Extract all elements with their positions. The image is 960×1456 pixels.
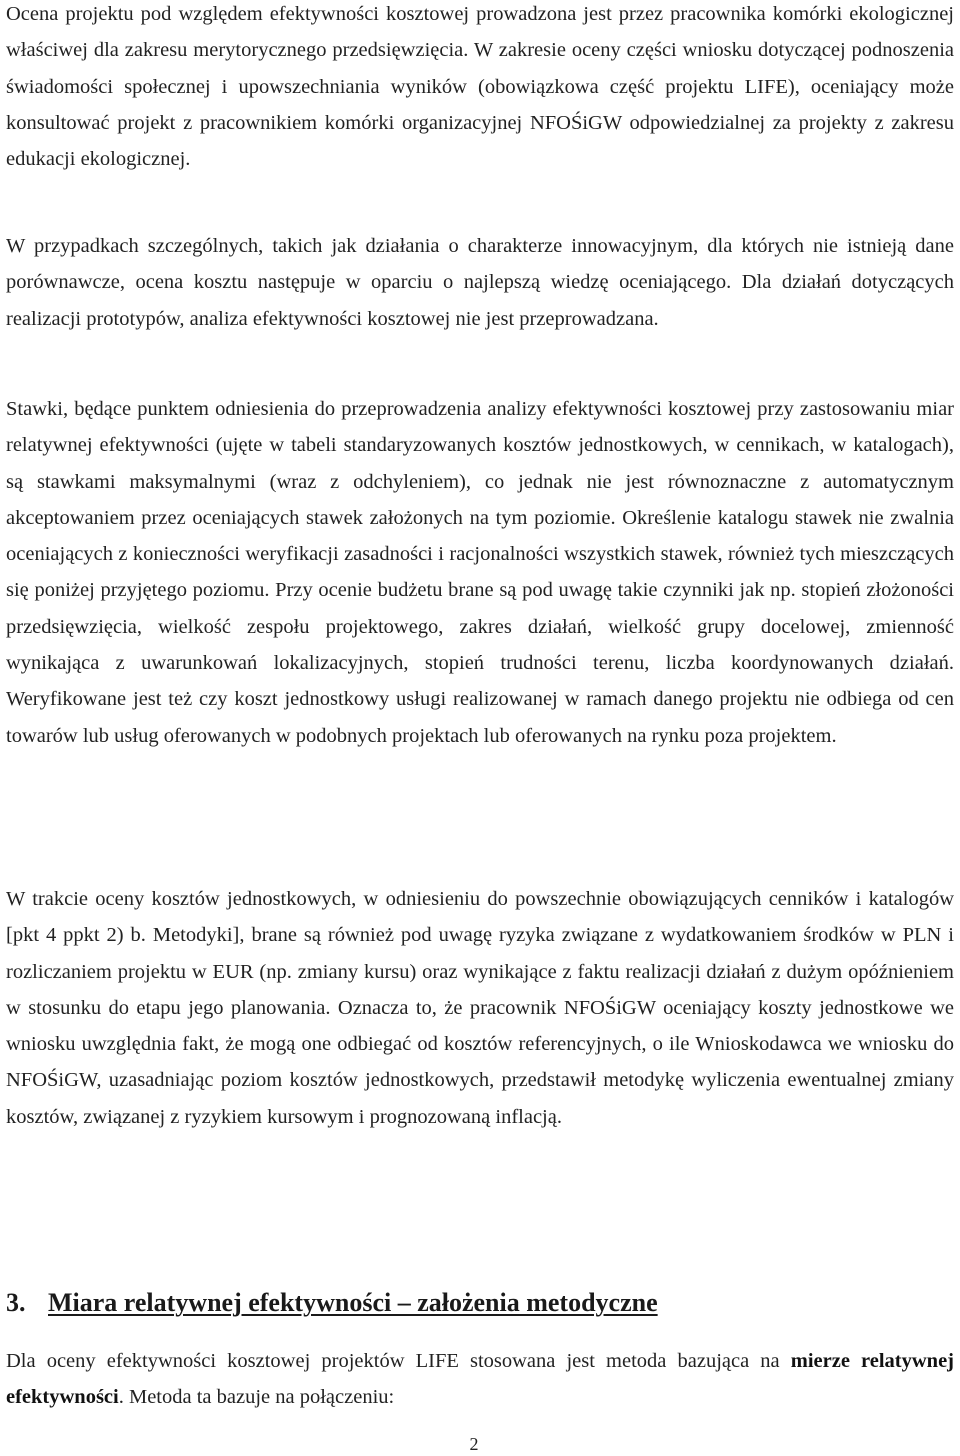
method-intro-bold: mierze relatywnej efektywności [6, 1350, 955, 1409]
paragraph-cost-assessment: Ocena projektu pod względem efektywności kosztowej prowadzona jest przez pracownika komórki ekologicznej właściwej dla zakresu merytorycznego przedsięwzięcia. W zakresie oceny części wniosku dotyczącej podnoszenia świadomości społecznej i upowszechniania wyników (obowiązkowa część projektu LIFE), oceniający może konsultować projekt z pracownikiem komórki organizacyjnej NFOŚiGW odpowiedzialnej za projekty z zakresu edukacji ekologicznej. [6, 3, 954, 171]
paragraph-method-intro [6, 1343, 954, 1416]
method-intro-text: Dla oceny efektywności kosztowej projektów LIFE stosowana jest metoda bazująca na [6, 1350, 791, 1372]
section-heading [6, 1285, 954, 1321]
paragraph-unit-costs: W trakcie oceny kosztów jednostkowych, w odniesieniu do powszechnie obowiązujących cenników i katalogów [pkt 4 ppkt 2) b. Metodyki], brane są również pod uwagę ryzyka związane z wydatkowaniem środków w PLN i rozliczaniem projektu w EUR (np. zmiany kursu) oraz wynikające z faktu realizacji działań z dużym opóźnieniem w stosunku do etapu jego planowania. Oznacza to, że pracownik NFOŚiGW oceniający koszty jednostkowe we wniosku uwzględnia fakt, że mogą one odbiegać od kosztów referencyjnych, o ile Wnioskodawca we wniosku do NFOŚiGW, uzasadniając poziom kosztów jednostkowych, przedstawił metodykę wyliczenia ewentualnej zmiany kosztów, związanej z ryzykiem kursowym i prognozowaną inflacją. [6, 888, 954, 1128]
paragraph-special-cases: W przypadkach szczególnych, takich jak działania o charakterze innowacyjnym, dla których nie istnieją dane porównawcze, ocena kosztu następuje w oparciu o najlepszą wiedzę oceniającego. Dla działań dotyczących realizacji prototypów, analiza efektywności kosztowej nie jest przeprowadzana. [6, 235, 954, 330]
method-intro-tail: . Metoda ta bazuje na połączeniu: [118, 1386, 395, 1409]
paragraph-rates: Stawki, będące punktem odniesienia do przeprowadzenia analizy efektywności kosztowej przy zastosowaniu miar relatywnej efektywności (ujęte w tabeli standaryzowanych kosztów jednostkowych, w cennikach, w katalogach), są stawkami maksymalnymi (wraz z odchyleniem), co jednak nie jest równoznaczne z automatycznym akceptowaniem przez oceniających stawek założonych na tym poziomie. Określenie katalogu stawek nie zwalnia oceniających z konieczności weryfikacji zasadności i racjonalności wszystkich stawek, również tych mieszczących się poniżej przyjętego poziomu. Przy ocenie budżetu brane są pod uwagę takie czynniki jak np. stopień złożoności przedsięwzięcia, wielkość zespołu projektowego, zakres działań, wielkość grupy docelowej, zmienność wynikająca z uwarunkowań lokalizacyjnych, stopień trudności terenu, liczba koordynowanych działań. Weryfikowane jest też czy koszt jednostkowy usługi realizowanej w ramach danego projektu nie odbiega od cen towarów lub usług oferowanych w podobnych projektach lub oferowanych na rynku poza projektem. [6, 398, 954, 747]
section-number: 3. [6, 1288, 26, 1317]
section-title: Miara relatywnej efektywności – założenia metodyczne [48, 1288, 658, 1317]
page-number: 2 [469, 1434, 479, 1454]
